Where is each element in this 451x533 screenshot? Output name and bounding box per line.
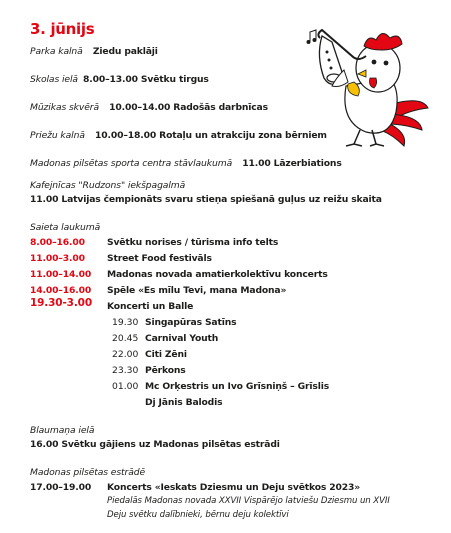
schedule-row	[30, 39, 158, 58]
event-time: 14.00–16.00	[30, 285, 92, 296]
row-place: Mūzikas skvērā	[30, 102, 99, 113]
row-text: 10.00–14.00 Radošās darbnīcas	[109, 102, 268, 113]
event-text: Street Food festivāls	[107, 253, 212, 264]
concert-name: Carnival Youth	[145, 333, 219, 344]
schedule-row	[30, 151, 342, 170]
concert-name: Citi Zēni	[145, 349, 187, 360]
schedule-row	[30, 67, 209, 86]
concert-name: Pērkons	[145, 365, 186, 376]
estrade-time: 17.00–19.00	[30, 482, 92, 493]
ball-text: Koncerti un Balle	[107, 301, 194, 312]
row-place: Skolas ielā	[30, 74, 78, 85]
event-text: Madonas novada amatierkolektīvu koncerts	[107, 269, 328, 280]
page-title: 3. jūnijs	[30, 20, 95, 38]
concert-time: 20.45	[112, 333, 139, 344]
concert-time: 23.30	[112, 365, 139, 376]
row-place: Priežu kalnā	[30, 130, 85, 141]
row-text: 8.00–13.00 Svētku tirgus	[83, 74, 209, 85]
event-time: 8.00–16.00	[30, 237, 85, 248]
row-text: Ziedu paklāji	[92, 46, 158, 57]
blaumana-text: 16.00 Svētku gājiens uz Madonas pilsētas estrādi	[30, 439, 280, 450]
concert-time: 19.30	[112, 317, 139, 328]
ball-time: 19.30-3.00	[30, 297, 92, 309]
schedule-row	[30, 123, 327, 142]
event-time: 11.00–3.00	[30, 253, 85, 264]
event-text: Svētku norises / tūrisma info telts	[107, 237, 279, 248]
concert-time: 01.00	[112, 381, 139, 392]
estrade-desc: Piedalās Madonas novada XXVII Vispārējo latviešu Dziesmu un XVII	[107, 496, 390, 506]
kafejnica-place: Kafejnīcas "Rudzons" iekšpagalmā	[30, 180, 186, 191]
row-place: Parka kalnā	[30, 46, 83, 57]
concert-name: Mc Orķestris un Ivo Grīsniņš – Grīslis	[145, 381, 330, 392]
concert-time: 22.00	[112, 349, 139, 360]
row-place: Madonas pilsētas sporta centra stāvlaukumā	[30, 158, 233, 169]
event-time: 11.00–14.00	[30, 269, 92, 280]
event-text: Spēle «Es mīlu Tevi, mana Madona»	[107, 285, 287, 296]
kafejnica-text: 11.00 Latvijas čempionāts svaru stieņa spiešanā guļus uz reižu skaita	[30, 194, 382, 205]
row-text: 10.00–18.00 Rotaļu un atrakciju zona bērniem	[95, 130, 327, 141]
estrade-text: Koncerts «Ieskats Dziesmu un Deju svētkos 2023»	[107, 482, 361, 493]
estrade-place: Madonas pilsētas estrādē	[30, 467, 146, 478]
saieta-place: Saieta laukumā	[30, 222, 101, 233]
estrade-desc: Deju svētku dalībnieki, bērnu deju kolektīvi	[107, 510, 289, 520]
concert-name: Singapūras Satīns	[145, 317, 237, 328]
schedule-row	[30, 95, 268, 114]
blaumana-place: Blaumaņa ielā	[30, 425, 95, 436]
row-text: 11.00 Lāzerbiations	[242, 158, 342, 169]
concert-name: Dj Jānis Balodis	[145, 397, 223, 408]
